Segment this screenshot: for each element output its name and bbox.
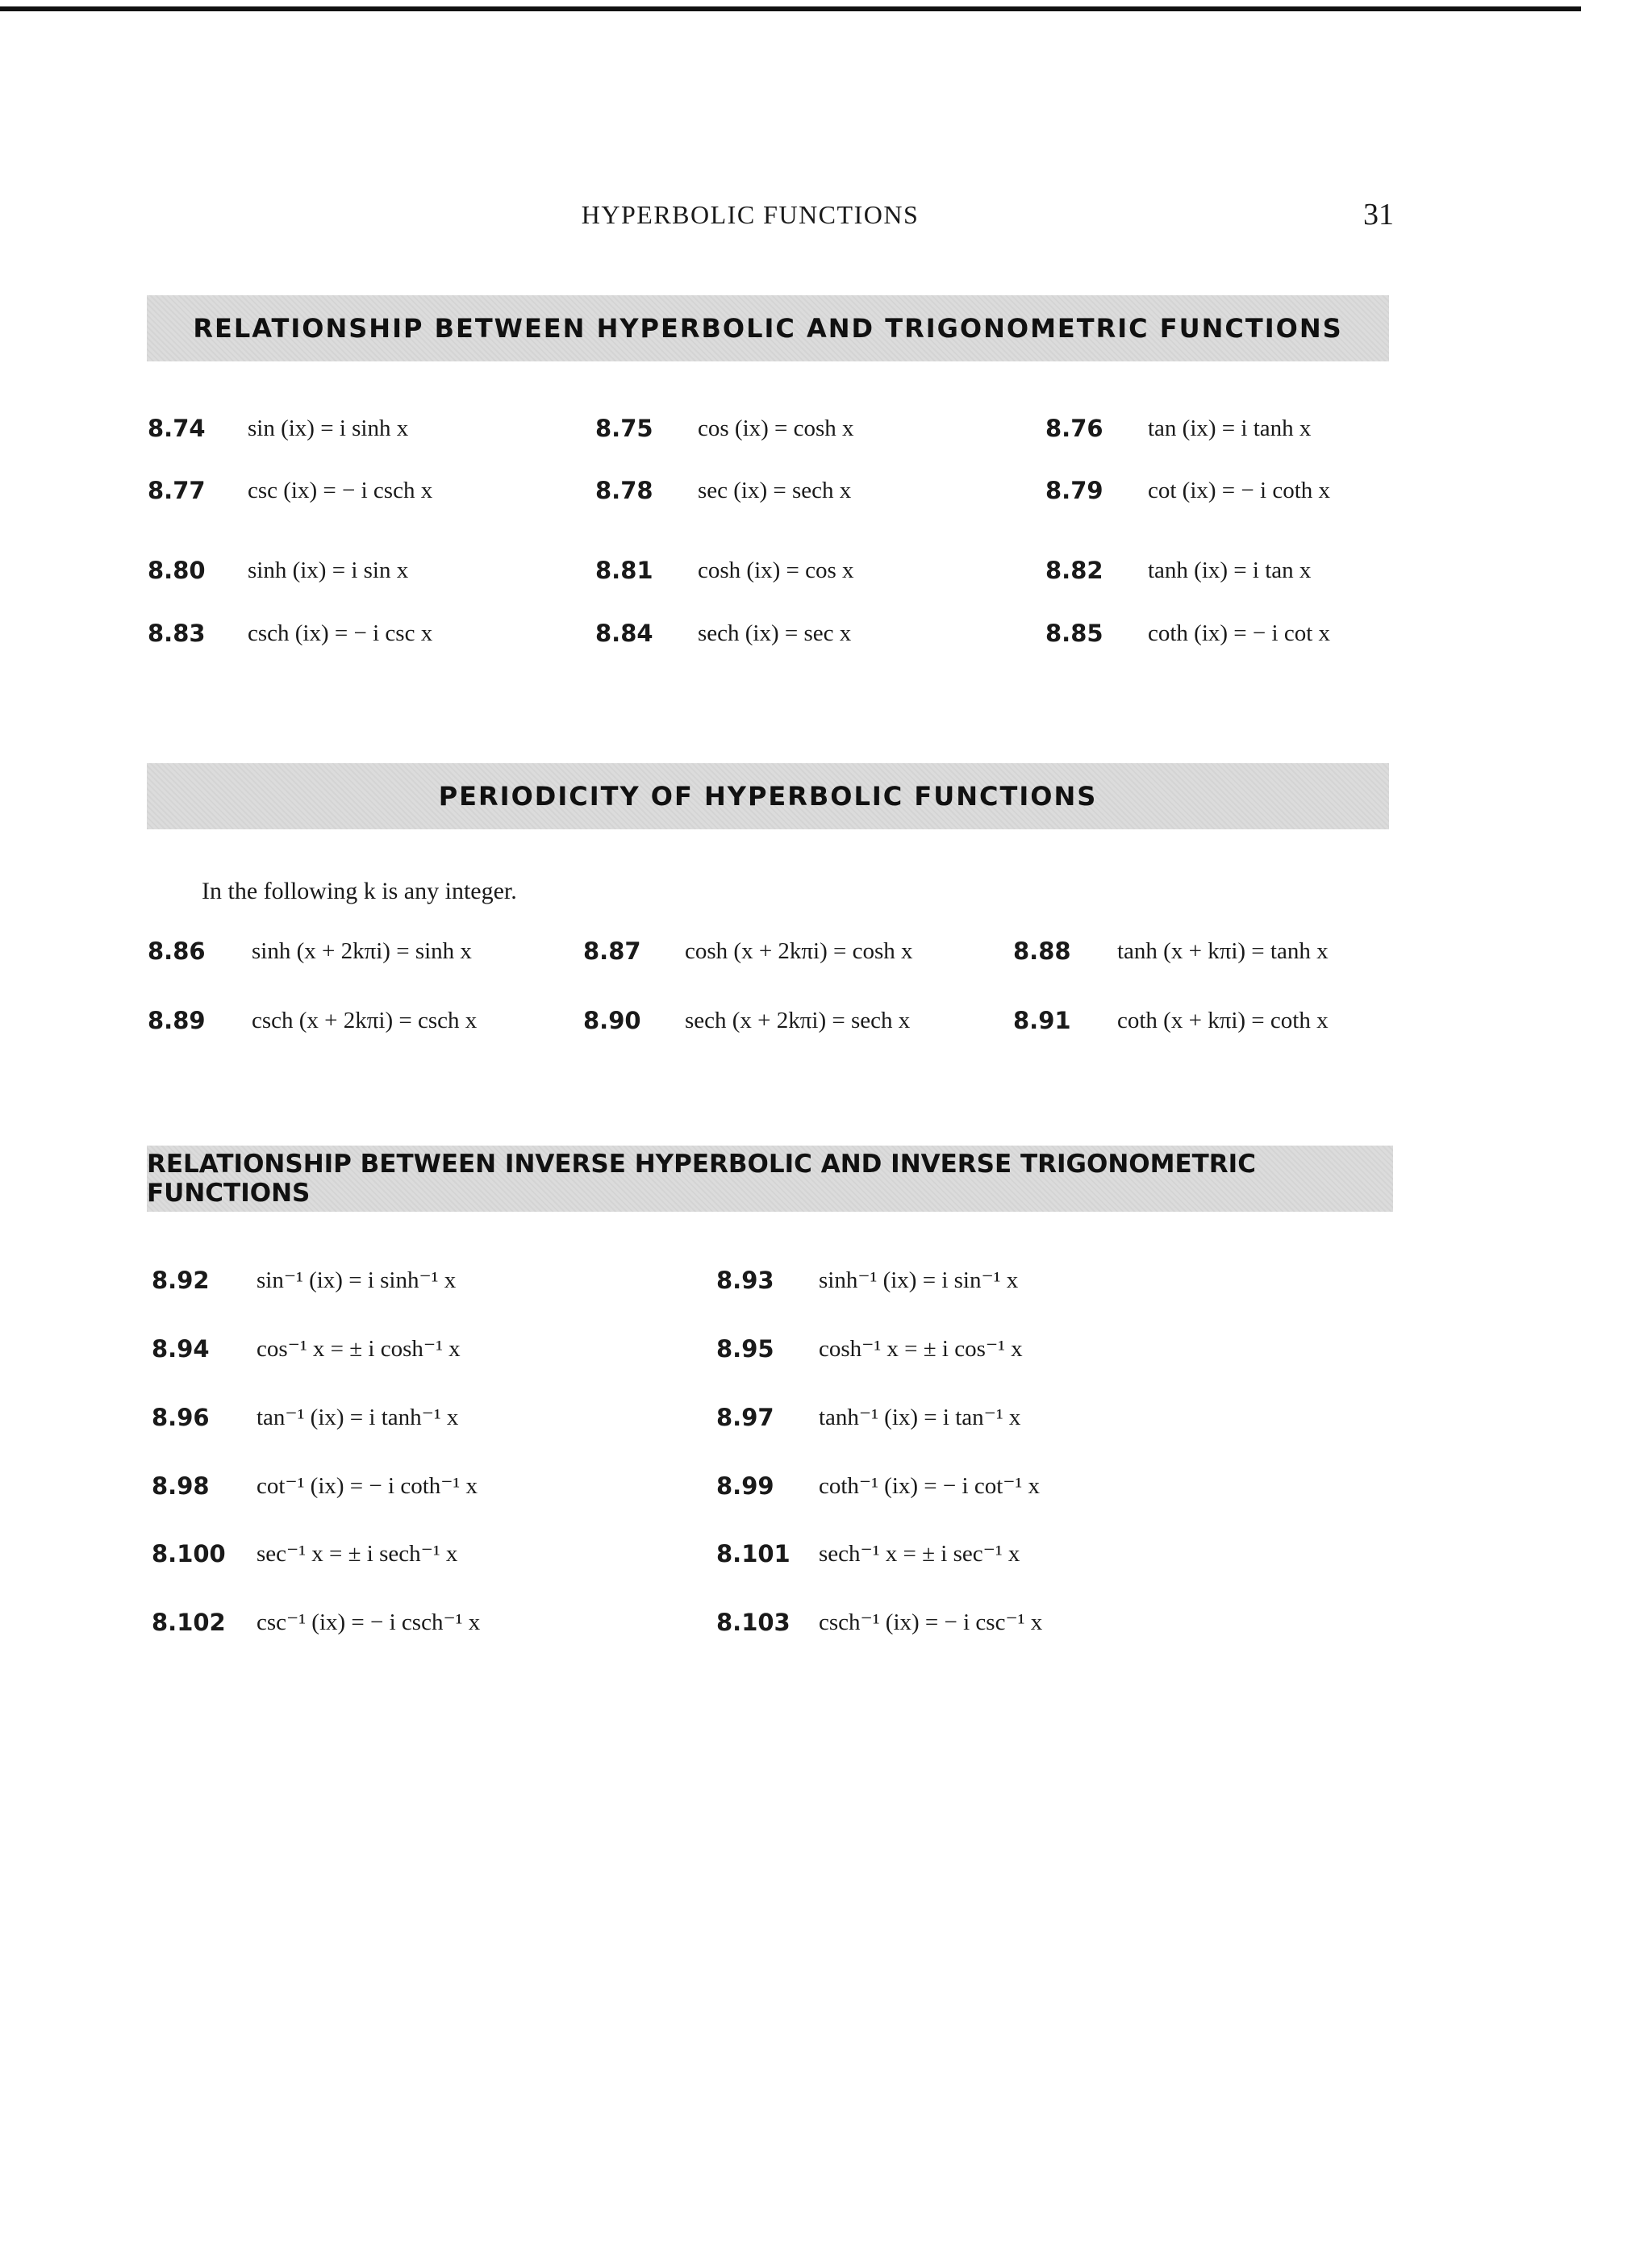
formula-number: 8.103 — [716, 1609, 791, 1636]
formula-number: 8.86 — [148, 937, 206, 965]
formula-equation: sinh⁻¹ (ix) = i sin⁻¹ x — [819, 1267, 1019, 1293]
formula-equation: sec (ix) = sech x — [698, 478, 852, 503]
formula-number: 8.79 — [1045, 477, 1103, 504]
formula-equation: sech⁻¹ x = ± i sec⁻¹ x — [819, 1541, 1020, 1567]
formula-equation: cot (ix) = − i coth x — [1148, 478, 1330, 503]
formula-number: 8.101 — [716, 1540, 791, 1567]
formula-equation: sinh (ix) = i sin x — [248, 557, 409, 583]
formula-equation: cot⁻¹ (ix) = − i coth⁻¹ x — [257, 1473, 478, 1499]
formula-row — [0, 931, 1652, 971]
formula-number: 8.93 — [716, 1267, 774, 1294]
formula-number: 8.95 — [716, 1335, 774, 1363]
formula-number: 8.83 — [148, 620, 206, 647]
formula-number: 8.92 — [152, 1267, 210, 1294]
formula-number: 8.94 — [152, 1335, 210, 1363]
formula-number: 8.77 — [148, 477, 206, 504]
formula-number: 8.102 — [152, 1609, 226, 1636]
formula-row — [0, 550, 1652, 591]
formula-number: 8.84 — [595, 620, 653, 647]
formula-equation: csch⁻¹ (ix) = − i csc⁻¹ x — [819, 1609, 1043, 1635]
formula-number: 8.88 — [1013, 937, 1071, 965]
formula-row — [0, 613, 1652, 653]
formula-equation: sin⁻¹ (ix) = i sinh⁻¹ x — [257, 1267, 457, 1293]
page-number: 31 — [1363, 198, 1394, 232]
formula-number: 8.99 — [716, 1472, 774, 1500]
formula-number: 8.74 — [148, 415, 206, 442]
formula-row — [0, 1397, 1652, 1438]
formula-equation: csch (ix) = − i csc x — [248, 620, 433, 646]
formula-number: 8.97 — [716, 1404, 774, 1431]
formula-number: 8.89 — [148, 1007, 206, 1034]
formula-row — [0, 1602, 1652, 1643]
formula-row — [0, 1534, 1652, 1574]
formula-number: 8.85 — [1045, 620, 1103, 647]
formula-number: 8.98 — [152, 1472, 210, 1500]
formula-equation: sinh (x + 2kπi) = sinh x — [252, 938, 472, 964]
formula-equation: csch (x + 2kπi) = csch x — [252, 1008, 478, 1033]
formula-equation: coth (ix) = − i cot x — [1148, 620, 1330, 646]
formula-equation: cos (ix) = cosh x — [698, 415, 854, 441]
formula-row — [0, 1000, 1652, 1041]
formula-equation: sech (x + 2kπi) = sech x — [685, 1008, 911, 1033]
formula-row — [0, 1466, 1652, 1506]
formula-number: 8.75 — [595, 415, 653, 442]
formula-number: 8.87 — [583, 937, 641, 965]
formula-equation: coth (x + kπi) = coth x — [1117, 1008, 1329, 1033]
running-head: HYPERBOLIC FUNCTIONS — [581, 200, 920, 229]
formula-equation: csc⁻¹ (ix) = − i csch⁻¹ x — [257, 1609, 481, 1635]
section-banner-hyperbolic-trig: RELATIONSHIP BETWEEN HYPERBOLIC AND TRIGONOMETRIC FUNCTIONS — [147, 295, 1389, 361]
top-rule — [0, 6, 1581, 11]
formula-equation: sec⁻¹ x = ± i sech⁻¹ x — [257, 1541, 458, 1567]
formula-row — [0, 1329, 1652, 1369]
formula-number: 8.80 — [148, 557, 206, 584]
formula-number: 8.100 — [152, 1540, 226, 1567]
formula-number: 8.90 — [583, 1007, 641, 1034]
formula-equation: cosh⁻¹ x = ± i cos⁻¹ x — [819, 1336, 1023, 1362]
formula-row — [0, 408, 1652, 449]
formula-number: 8.76 — [1045, 415, 1103, 442]
formula-equation: cos⁻¹ x = ± i cosh⁻¹ x — [257, 1336, 461, 1362]
formula-row — [0, 470, 1652, 511]
formula-number: 8.96 — [152, 1404, 210, 1431]
section-banner-inverse: RELATIONSHIP BETWEEN INVERSE HYPERBOLIC AND INVERSE TRIGONOMETRIC FUNCTIONS — [147, 1146, 1393, 1212]
formula-equation: tanh (x + kπi) = tanh x — [1117, 938, 1329, 964]
formula-number: 8.81 — [595, 557, 653, 584]
section-banner-periodicity: PERIODICITY OF HYPERBOLIC FUNCTIONS — [147, 763, 1389, 829]
formula-equation: tan⁻¹ (ix) = i tanh⁻¹ x — [257, 1405, 459, 1430]
formula-row — [0, 1260, 1652, 1300]
formula-equation: cosh (x + 2kπi) = cosh x — [685, 938, 913, 964]
formula-equation: sech (ix) = sec x — [698, 620, 852, 646]
periodicity-note: In the following k is any integer. — [202, 878, 517, 904]
formula-equation: tan (ix) = i tanh x — [1148, 415, 1312, 441]
formula-equation: tanh⁻¹ (ix) = i tan⁻¹ x — [819, 1405, 1021, 1430]
formula-equation: coth⁻¹ (ix) = − i cot⁻¹ x — [819, 1473, 1040, 1499]
formula-equation: sin (ix) = i sinh x — [248, 415, 409, 441]
formula-number: 8.82 — [1045, 557, 1103, 584]
formula-equation: csc (ix) = − i csch x — [248, 478, 433, 503]
formula-equation: tanh (ix) = i tan x — [1148, 557, 1312, 583]
formula-number: 8.91 — [1013, 1007, 1071, 1034]
formula-number: 8.78 — [595, 477, 653, 504]
formula-equation: cosh (ix) = cos x — [698, 557, 854, 583]
